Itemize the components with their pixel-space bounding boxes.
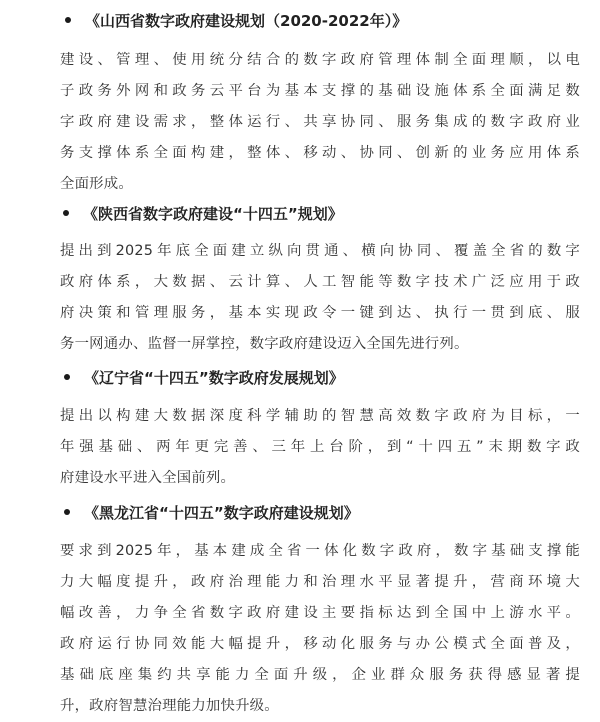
section-heading-heilongjiang [0, 497, 600, 527]
paragraph-line: 建设、管理、使用统分结合的数字政府管理体制全面理顺，以电 [60, 52, 580, 68]
section-paragraph-heilongjiang [60, 536, 580, 722]
section-paragraph-shaanxi [60, 236, 580, 360]
section-title: 《辽宁省“十四五”数字政府发展规划》 [84, 368, 344, 387]
section-title: 《陕西省数字政府建设“十四五”规划》 [83, 204, 343, 223]
section-heading-shaanxi [0, 198, 600, 228]
paragraph-line: 全面形成。 [60, 176, 133, 192]
paragraph-line: 提出以构建大数据深度科学辅助的智慧高效数字政府为目标，一 [60, 408, 580, 424]
section-heading-liaoning [0, 362, 600, 392]
paragraph-line: 务一网通办、监督一屏掌控，数字政府建设迈入全国先进行列。 [60, 336, 469, 352]
paragraph-line: 年强基础、两年更完善、三年上台阶，到“十四五”末期数字政 [60, 439, 580, 455]
section-title: 《山西省数字政府建设规划（2020-2022年）》 [85, 11, 408, 30]
paragraph-line: 务支撑体系全面构建，整体、移动、协同、创新的业务应用体系 [60, 145, 580, 161]
section-paragraph-shanxi [60, 45, 580, 200]
bullet-icon [64, 374, 70, 380]
paragraph-line: 力大幅度提升，政府治理能力和治理水平显著提升，营商环境大 [60, 574, 580, 590]
paragraph-line: 子政务外网和政务云平台为基本支撑的基础设施体系全面满足数 [60, 83, 580, 99]
paragraph-line: 基础底座集约共享能力全面升级，企业群众服务获得感显著提 [60, 667, 580, 683]
paragraph-line: 府决策和管理服务，基本实现政令一键到达、执行一贯到底、服 [60, 305, 580, 321]
bullet-icon [63, 210, 69, 216]
paragraph-line: 政府体系，大数据、云计算、人工智能等数字技术广泛应用于政 [60, 274, 580, 290]
paragraph-line: 字政府建设需求，整体运行、共享协同、服务集成的数字政府业 [60, 114, 580, 130]
paragraph-line: 提出到2025年底全面建立纵向贯通、横向协同、覆盖全省的数字 [60, 243, 580, 259]
section-title: 《黑龙江省“十四五”数字政府建设规划》 [84, 503, 359, 522]
paragraph-line: 府建设水平进入全国前列。 [60, 470, 236, 486]
section-paragraph-liaoning [60, 401, 580, 494]
bullet-icon [65, 17, 71, 23]
bullet-icon [64, 509, 70, 515]
section-heading-shanxi [0, 5, 600, 35]
paragraph-line: 要求到2025年，基本建成全省一体化数字政府，数字基础支撑能 [60, 543, 580, 559]
paragraph-line: 升，政府智慧治理能力加快升级。 [60, 698, 279, 714]
paragraph-line: 幅改善，力争全省数字政府建设主要指标达到全国中上游水平。 [60, 605, 580, 621]
paragraph-line: 政府运行协同效能大幅提升，移动化服务与办公模式全面普及， [60, 636, 580, 652]
